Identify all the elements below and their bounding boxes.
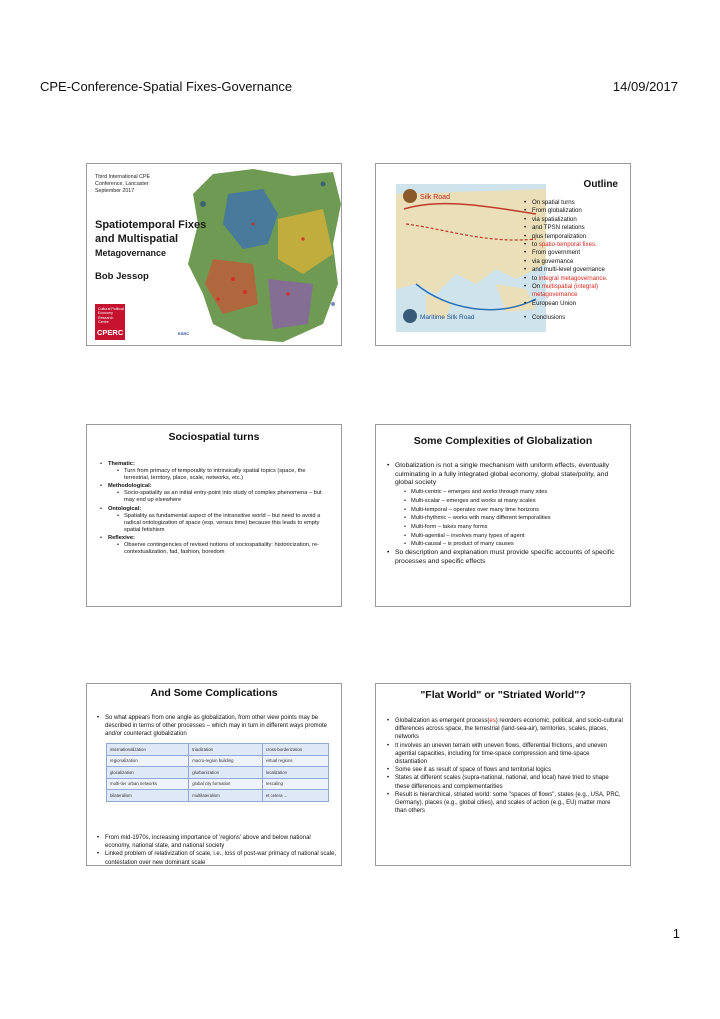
bullet-list: [100, 461, 330, 557]
sub-list-item: • Multi-centric – emerges and works through many sites: [404, 488, 623, 497]
sub-list-item: • Multi-form – takes many forms: [404, 523, 623, 532]
table-cell: rescaling: [262, 778, 328, 790]
author-name: Bob Jessop: [95, 271, 149, 282]
page-header-title: CPE-Conference-Spatial Fixes-Governance: [40, 79, 293, 94]
outline-item: • plus temporalization: [524, 233, 628, 241]
outline-list: [524, 199, 628, 323]
conference-label: Third International CPE Conference, Lancaster September 2017: [95, 174, 151, 194]
sub-list-item: • Spatiality as fundamental aspect of the intransitive world – but need to avoid a radical ontologization of space (esp. versus time) because this leads to empty spatial fetishism: [117, 513, 330, 534]
list-item: • Thematic: • Turn from primacy of temporality to intrinsically spatial topics (space, the terrestrial, territory, place, scale, networks, etc.): [100, 461, 330, 482]
processes-table: [106, 743, 329, 802]
slide-title-text: Some Complexities of Globalization: [413, 435, 593, 447]
outline-item: • to spatio-temporal fixes.: [524, 241, 628, 249]
list-item: • From mid-1970s, increasing importance of 'regions' above and below national economy, national state, and national society: [97, 834, 337, 850]
table-cell: internationalization: [107, 744, 189, 756]
table-cell: localization: [262, 767, 328, 779]
slide-complexities-globalization: [375, 424, 631, 607]
list-item: • Ontological: • Spatiality as fundamental aspect of the intransitive world – but need to avoid a radical ontologization of space (esp. versus time) because this leads to empty spatial fetishism: [100, 506, 330, 534]
list-item: • Linked problem of relativization of scale, i.e., loss of post-war primacy of national scale, contestation over new dominant scale: [97, 850, 337, 866]
slide-flat-or-striated-world: [375, 683, 631, 866]
outline-item: • and multi-level governance: [524, 266, 628, 274]
slide-outline: [375, 163, 631, 346]
outline-item: • Conclusions: [524, 314, 628, 322]
bullet-list: [387, 717, 623, 815]
slide-complications: [86, 683, 342, 866]
esrc-logo: ESRC: [178, 331, 190, 336]
table-cell: glurbanization: [189, 767, 263, 779]
table-row: [107, 778, 329, 790]
list-item: • Globalization as emergent process(es) reorders economic, political, and socio-cultural differences across space, the terrestrial (land-sea-air), territories, scales, places, networks: [387, 717, 623, 742]
sub-list-item: • Observe contingencies of revised notions of sociospatiality: historicization, re-contextualization, fad, fashion, boredom: [117, 542, 330, 556]
outline-title: Outline: [583, 179, 618, 190]
cperc-logo-subtitle: Cultural Political Economy Research Centre: [98, 307, 124, 324]
table-row: [107, 744, 329, 756]
slide-title-text: And Some Complications: [150, 687, 278, 699]
outline-item: • From government: [524, 249, 628, 257]
bullet-list-lower: [97, 834, 337, 866]
cperc-logo: [95, 304, 125, 340]
table-cell: regionalization: [107, 755, 189, 767]
table-cell: global city formation: [189, 778, 263, 790]
outline-item: • On multispatial (integral) metagovernance: [524, 283, 628, 300]
outline-item: • via spatialization: [524, 216, 628, 224]
sub-list-item: • Multi-agential – involves many types of agent: [404, 532, 623, 541]
list-item: • Reflexive: • Observe contingencies of revised notions of sociospatiality: historicization, re-contextualization, fad, fashion, boredom: [100, 535, 330, 556]
title-line-1: Spatiotemporal Fixes: [95, 219, 207, 231]
sub-list-item: • Multi-temporal – operates over many time horizons: [404, 506, 623, 515]
sub-list-item: • Turn from primacy of temporality to intrinsically spatial topics (space, the terrestrial, territory, place, scale, networks, etc.): [117, 468, 330, 482]
list-item: • It involves an uneven terrain with uneven flows, differential frictions, and uneven agential capacities, including for time-space compression and time-space distantiation: [387, 742, 623, 767]
outline-item: • From globalization: [524, 207, 628, 215]
table-cell: triadization: [189, 744, 263, 756]
sub-list-item: • Multi-scalar – emerges and works at many scales: [404, 497, 623, 506]
slide-title: [86, 163, 342, 346]
map-label-silk-road: Silk Road: [420, 194, 450, 201]
slide-title-text: "Flat World" or "Striated World"?: [420, 689, 586, 701]
table-cell: virtual regions: [262, 755, 328, 767]
cperc-logo-text: CPERC: [97, 328, 124, 337]
page-header-date: 14/09/2017: [612, 79, 678, 94]
outline-item: • and TPSN relations: [524, 224, 628, 232]
map-label-maritime-silk-road: Maritime Silk Road: [420, 314, 475, 321]
outline-item: • to integral metagovernance.: [524, 275, 628, 283]
list-item: • So what appears from one angle as globalization, from other view points may be described in terms of other processes – which may in turn in different ways promote and/or counteract globalization: [97, 714, 337, 739]
table-row: [107, 790, 329, 802]
table-cell: glocalization: [107, 767, 189, 779]
list-item: • States at different scales (supra-national, national, and local) have tried to shape these differences and complementarities: [387, 774, 623, 790]
sub-list-item: • Socio-spatiality as an initial entry-point into study of complex phenomena – but may end up elsewhere: [117, 490, 330, 504]
table-cell: et cetera ...: [262, 790, 328, 802]
presentation-title: [95, 218, 215, 260]
sub-list-item: • Multi-rhythmic – works with many different temporalities: [404, 514, 623, 523]
title-line-3: Metagovernance: [95, 248, 167, 258]
table-row: [107, 755, 329, 767]
title-line-2: and Multispatial: [95, 233, 179, 245]
list-item: • Methodological: • Socio-spatiality as an initial entry-point into study of complex phenomena – but may end up elsewhere: [100, 483, 330, 504]
list-item: • So description and explanation must provide specific accounts of specific processes and specific effects: [387, 549, 623, 566]
list-item: • Globalization is not a single mechanism with uniform effects, eventually culminating in a fully integrated global economy, global state/polity, and global society • Multi-centric – emerges and works through many sites • Multi-scalar – emerges and works at many scales • Multi-temporal – operates over many time horizons • Multi-rhythmic – works with many different temporalities • Multi-form – takes many forms • Multi-agential – involves many types of agent • Multi-causal – is product of many causes: [387, 462, 623, 549]
outline-item: • via governance: [524, 258, 628, 266]
table-cell: bilateralism: [107, 790, 189, 802]
table-cell: multi-tier urban networks: [107, 778, 189, 790]
outline-item: • European Union: [524, 300, 628, 308]
slide-title-text: Sociospatial turns: [168, 431, 260, 443]
bullet-list: [97, 714, 337, 739]
table-cell: cross-borderization: [262, 744, 328, 756]
slide-sociospatial-turns: [86, 424, 342, 607]
bullet-list: [387, 462, 623, 566]
sub-list-item: • Multi-causal – is product of many causes: [404, 540, 623, 549]
list-item: • Result is hierarchical, striated world: some "spaces of flows", states (e.g., USA, PRC, Germany), places (e.g., global cities), and scales of action (e.g., EU) matter more than others: [387, 791, 623, 816]
table-cell: macro-region building: [189, 755, 263, 767]
list-item: • Some see it as result of space of flows and territorial logics: [387, 766, 623, 774]
outline-item: • On spatial turns: [524, 199, 628, 207]
table-cell: multilateralism: [189, 790, 263, 802]
table-row: [107, 767, 329, 779]
page-number: 1: [672, 926, 680, 941]
